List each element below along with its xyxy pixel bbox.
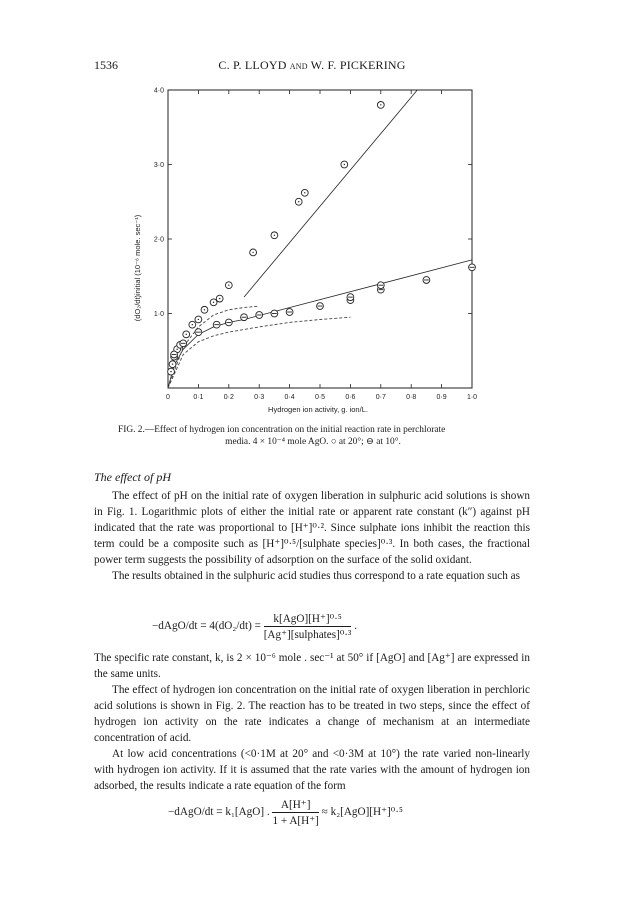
point-20deg-dot xyxy=(274,235,275,236)
x-tick-label: 0·3 xyxy=(254,394,265,401)
x-tick-label: 0·6 xyxy=(345,394,356,401)
point-20deg-dot xyxy=(176,349,177,350)
fit-line-0 xyxy=(244,90,417,297)
dashed-curve-4 xyxy=(168,317,350,388)
y-tick-label: 4·0 xyxy=(153,87,164,95)
point-20deg-dot xyxy=(213,302,214,303)
point-20deg-dot xyxy=(219,298,220,299)
running-head xyxy=(94,58,530,74)
page-number: 1536 xyxy=(94,58,118,72)
eq1-tail: . xyxy=(354,620,357,633)
rate-vs-hydrogen-ion-chart xyxy=(130,80,500,420)
x-axis-title: Hydrogen ion activity, g. ion/L. xyxy=(268,405,368,414)
point-20deg-dot xyxy=(380,104,381,105)
rate-equation-1 xyxy=(152,612,357,641)
point-20deg-dot xyxy=(228,284,229,285)
caption-line-2: media. 4 × 10⁻⁴ mole AgO. ○ at 20°; ⊖ at 10°. xyxy=(225,437,401,447)
eq1-numerator: k[AgO][H⁺]⁰·⁵ xyxy=(264,612,352,627)
point-20deg-dot xyxy=(198,319,199,320)
x-tick-label: 1·0 xyxy=(466,394,478,401)
point-20deg-dot xyxy=(192,324,193,325)
point-20deg-dot xyxy=(298,201,299,202)
eq2-lhs: −dAgO/dt = k₁[AgO] . xyxy=(168,806,270,819)
x-tick-label: 0 xyxy=(166,394,170,401)
point-20deg-dot xyxy=(186,334,187,335)
eq2-denominator: 1 + A[H⁺] xyxy=(272,815,319,827)
y-axis-title: (dO₂/dt)initial (10⁻⁶ mole. sec⁻¹) xyxy=(133,214,142,322)
point-20deg-dot xyxy=(304,192,305,193)
y-tick-label: 2·0 xyxy=(153,236,164,244)
x-tick-label: 0·5 xyxy=(314,394,326,401)
point-20deg-dot xyxy=(252,252,253,253)
paragraph-1: The effect of pH on the initial rate of oxygen liberation in sulphuric acid solutions is shown in Fig. 1. Logarithmic plots of either the initial rate or apparent rate constant (k″) against pH indicated that the rate was proportional to [H⁺]⁰·². Since sulphate ions inhibit the reaction this term could be a composite such as [H⁺]⁰·⁵/[sulphate species]⁰·³. In both cases, the fractional power term suggests the possibility of adsorption on the surface of the solid oxidant. xyxy=(94,490,530,566)
y-tick-label: 1·0 xyxy=(153,311,164,318)
eq2-rhs: ≈ k₂[AgO][H⁺]⁰·⁵ xyxy=(321,806,403,819)
paragraph-4: The effect of hydrogen ion concentration on the initial rate of oxygen liberation in perchloric acid solutions is shown in Fig. 2. The reaction has to be treated in two steps, since the effect of hydrogen ion activity on the rate indicates a change of mechanism at an intermediate concentration of acid. xyxy=(94,684,530,744)
figure-caption xyxy=(118,424,508,448)
paragraph-5: At low acid concentrations (<0·1M at 20° and <0·3M at 10°) the rate varied non-linearly with hydrogen ion activity. If it is assumed that the rate varies with the amount of hydrogen ion adsorbed, the results indicate a rate equation of the form xyxy=(94,748,530,792)
x-tick-label: 0·1 xyxy=(193,394,204,401)
x-tick-label: 0·4 xyxy=(284,394,295,401)
rate-equation-2 xyxy=(168,798,403,827)
eq2-fraction xyxy=(272,798,318,827)
caption-line-1: FIG. 2.—Effect of hydrogen ion concentration on the initial reaction rate in perchlorate xyxy=(118,425,446,435)
y-tick-label: 3·0 xyxy=(153,162,164,169)
eq2-numerator: A[H⁺] xyxy=(272,798,318,813)
eq1-lhs: −dAgO/dt = 4(dO₂/dt) = xyxy=(152,620,261,633)
eq1-fraction xyxy=(264,612,352,641)
x-tick-label: 0·8 xyxy=(406,394,417,401)
paragraph-2: The results obtained in the sulphuric acid studies thus correspond to a rate equation such as xyxy=(112,570,520,582)
author-names: C. P. LLOYD and W. F. PICKERING xyxy=(218,58,406,72)
x-tick-label: 0·2 xyxy=(223,394,234,401)
paragraph-3: The specific rate constant, k, is 2 × 10⁻⁶ mole . sec⁻¹ at 50° if [AgO] and [Ag⁺] are expressed in the same units. xyxy=(94,652,530,680)
x-tick-label: 0·7 xyxy=(375,394,386,401)
point-20deg-dot xyxy=(170,371,171,372)
point-20deg-dot xyxy=(204,309,205,310)
point-20deg-dot xyxy=(344,164,345,165)
fit-line-2 xyxy=(168,320,244,389)
point-20deg-dot xyxy=(172,363,173,364)
plot-frame xyxy=(168,90,472,388)
fit-line-1 xyxy=(244,260,472,320)
eq1-denominator: [Ag⁺][sulphates]⁰·³ xyxy=(263,629,352,641)
section-heading: The effect of pH xyxy=(94,470,171,484)
x-tick-label: 0·9 xyxy=(436,394,447,401)
